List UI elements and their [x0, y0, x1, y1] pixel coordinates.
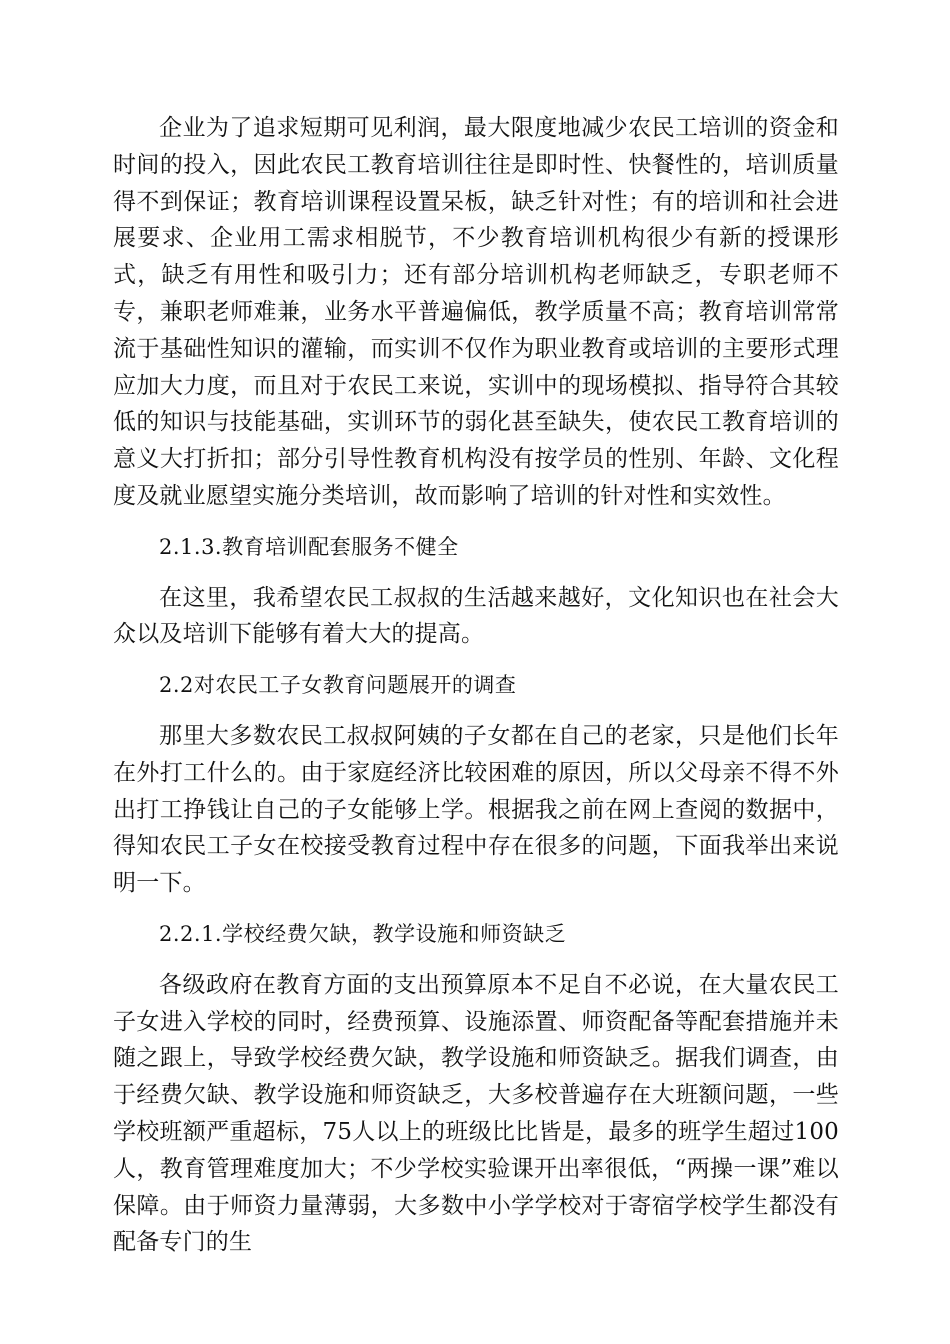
heading-2-2-1: 2.2.1.学校经费欠缺，教学设施和师资缺乏	[159, 921, 567, 946]
spacer	[113, 953, 839, 967]
paragraph-school-funding: 各级政府在教育方面的支出预算原本不足自不必说，在大量农民工子女进入学校的同时，经费预算、设施添置、师资配备等配套措施并未随之跟上，导致学校经费欠缺，教学设施和师资缺乏。据我们调查，由于经费欠缺、教学设施和师资缺乏，大多校普遍存在大班额问题，一些学校班额严重超标，75人以上的班级比比皆是，最多的班学生超过100人，教育管理难度加大；不少学校实验课开出率很低，“两操一课”难以保障。由于师资力量薄弱，大多数中小学学校对于寄宿学校学生都没有配备专门的生	[113, 971, 839, 1256]
spacer	[113, 515, 839, 529]
spacer	[113, 704, 839, 718]
paragraph-hope: 在这里，我希望农民工叔叔的生活越来越好，文化知识也在社会大众以及培训下能够有着大大的提高。	[113, 584, 839, 648]
spacer	[113, 566, 839, 580]
document-body	[113, 110, 839, 1261]
heading-2-2: 2.2对农民工子女教育问题展开的调查	[159, 673, 517, 698]
paragraph-training-quality: 企业为了追求短期可见利润，最大限度地减少农民工培训的资金和时间的投入，因此农民工教育培训往往是即时性、快餐性的，培训质量得不到保证；教育培训课程设置呆板，缺乏针对性；有的培训和社会进展要求、企业用工需求相脱节，不少教育培训机构很少有新的授课形式，缺乏有用性和吸引力；还有部分培训机构老师缺乏，专职老师不专，兼职老师难兼，业务水平普遍偏低，教学质量不高；教育培训常常流于基础性知识的灌输，而实训不仅作为职业教育或培训的主要形式理应加大力度，而且对于农民工来说，实训中的现场模拟、指导符合其较低的知识与技能基础，实训环节的弱化甚至缺失，使农民工教育培训的意义大打折扣；部分引导性教育机构没有按学员的性别、年龄、文化程度及就业愿望实施分类培训，故而影响了培训的针对性和实效性。	[113, 115, 839, 509]
spacer	[113, 902, 839, 916]
heading-2-1-3: 2.1.3.教育培训配套服务不健全	[159, 534, 459, 559]
spacer	[113, 653, 839, 667]
paragraph-children-survey: 那里大多数农民工叔叔阿姨的子女都在自己的老家，只是他们长年在外打工什么的。由于家庭经济比较困难的原因，所以父母亲不得不外出打工挣钱让自己的子女能够上学。根据我之前在网上查阅的数据中，得知农民工子女在校接受教育过程中存在很多的问题，下面我举出来说明一下。	[113, 722, 839, 897]
